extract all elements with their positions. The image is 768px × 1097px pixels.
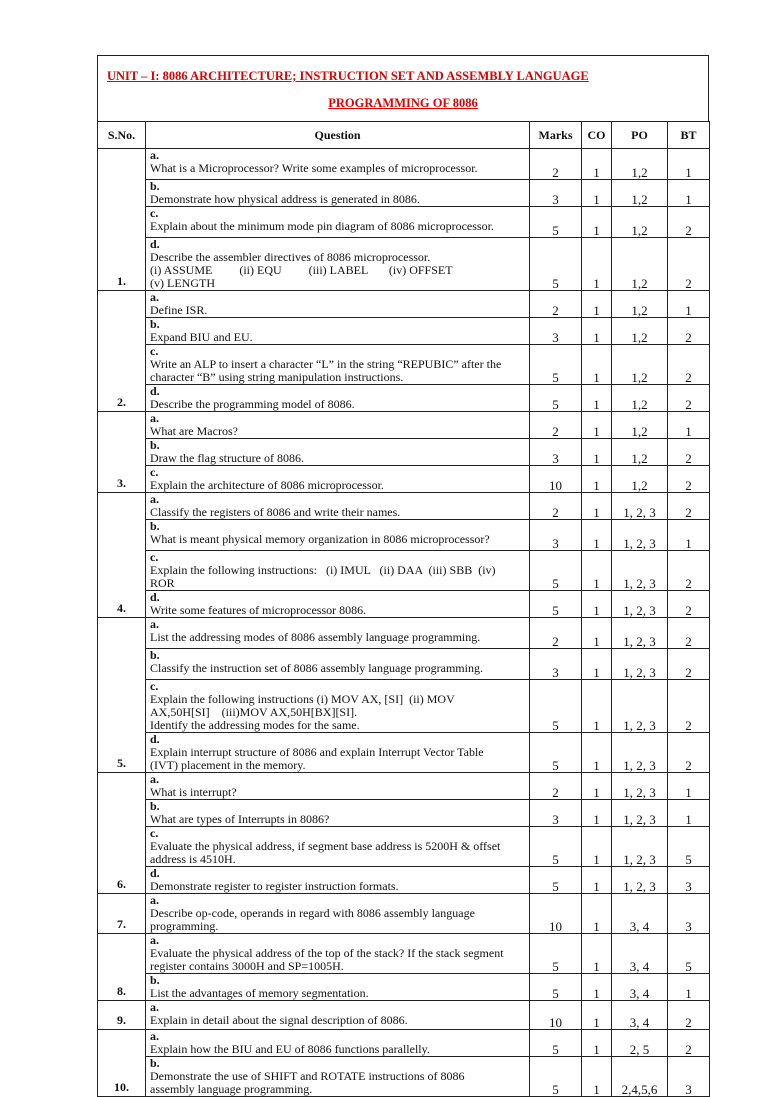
po-value: 1,2 — [612, 318, 668, 345]
table-row — [98, 649, 710, 680]
question-number: 1. — [98, 149, 146, 291]
question-cell — [146, 827, 530, 867]
po-value: 1,2 — [612, 345, 668, 385]
sub-question-label: b. — [150, 179, 160, 193]
col-header-marks: Marks — [530, 122, 582, 149]
bt-value: 2 — [668, 238, 710, 291]
co-value: 1 — [582, 733, 612, 773]
question-cell — [146, 412, 530, 439]
col-header-sno: S.No. — [98, 122, 146, 149]
sub-question-label: a. — [150, 290, 159, 304]
table-row — [98, 591, 710, 618]
marks-value: 5 — [530, 591, 582, 618]
co-value: 1 — [582, 291, 612, 318]
table-row — [98, 733, 710, 773]
col-header-question: Question — [146, 122, 530, 149]
bt-value: 2 — [668, 439, 710, 466]
question-number: 9. — [98, 1001, 146, 1030]
co-value: 1 — [582, 238, 612, 291]
table-row — [98, 618, 710, 649]
table-row — [98, 180, 710, 207]
co-value: 1 — [582, 439, 612, 466]
table-header-row — [98, 122, 710, 149]
po-value: 1, 2, 3 — [612, 680, 668, 733]
question-table — [97, 121, 710, 1097]
bt-value: 1 — [668, 800, 710, 827]
co-value: 1 — [582, 493, 612, 520]
question-cell — [146, 894, 530, 934]
co-value: 1 — [582, 180, 612, 207]
co-value: 1 — [582, 800, 612, 827]
sub-question-label: d. — [150, 732, 160, 746]
question-text: What are types of Interrupts in 8086? — [150, 812, 330, 826]
question-text: Write an ALP to insert a character “L” in the string “REPUBIC” after the character “B” using string manipulation instructions. — [150, 357, 505, 384]
question-text: Draw the flag structure of 8086. — [150, 451, 304, 465]
question-text: Classify the registers of 8086 and write their names. — [150, 505, 401, 519]
co-value: 1 — [582, 591, 612, 618]
table-row — [98, 680, 710, 733]
question-cell — [146, 180, 530, 207]
question-number: 5. — [98, 618, 146, 773]
table-row — [98, 1001, 710, 1030]
question-cell — [146, 439, 530, 466]
marks-value: 5 — [530, 680, 582, 733]
table-row — [98, 238, 710, 291]
question-cell — [146, 466, 530, 493]
table-row — [98, 207, 710, 238]
marks-value: 3 — [530, 439, 582, 466]
co-value: 1 — [582, 827, 612, 867]
question-text: Explain the following instructions: (i) IMUL (ii) DAA (iii) SBB (iv) ROR — [150, 563, 499, 590]
co-value: 1 — [582, 1030, 612, 1057]
po-value: 3, 4 — [612, 1001, 668, 1030]
question-text: Describe op-code, operands in regard with 8086 assembly language programming. — [150, 906, 478, 933]
marks-value: 5 — [530, 934, 582, 974]
bt-value: 3 — [668, 1057, 710, 1097]
sub-question-label: a. — [150, 893, 159, 907]
bt-value: 2 — [668, 551, 710, 591]
question-number: 7. — [98, 894, 146, 934]
bt-value: 3 — [668, 894, 710, 934]
question-cell — [146, 733, 530, 773]
co-value: 1 — [582, 974, 612, 1001]
question-number: 6. — [98, 773, 146, 894]
bt-value: 2 — [668, 207, 710, 238]
question-cell — [146, 773, 530, 800]
question-cell — [146, 618, 530, 649]
question-number: 8. — [98, 934, 146, 1001]
question-text: List the addressing modes of 8086 assembly language programming. — [150, 630, 481, 644]
po-value: 3, 4 — [612, 974, 668, 1001]
po-value: 1, 2, 3 — [612, 649, 668, 680]
table-row — [98, 291, 710, 318]
co-value: 1 — [582, 412, 612, 439]
question-cell — [146, 207, 530, 238]
question-cell — [146, 800, 530, 827]
table-row — [98, 551, 710, 591]
co-value: 1 — [582, 618, 612, 649]
table-row — [98, 412, 710, 439]
question-text: Define ISR. — [150, 303, 208, 317]
marks-value: 2 — [530, 412, 582, 439]
marks-value: 5 — [530, 345, 582, 385]
po-value: 2,4,5,6 — [612, 1057, 668, 1097]
bt-value: 5 — [668, 827, 710, 867]
table-row — [98, 439, 710, 466]
question-number: 2. — [98, 291, 146, 412]
po-value: 1,2 — [612, 412, 668, 439]
marks-value: 2 — [530, 773, 582, 800]
co-value: 1 — [582, 520, 612, 551]
bt-value: 3 — [668, 867, 710, 894]
po-value: 1,2 — [612, 180, 668, 207]
question-number: 10. — [98, 1030, 146, 1097]
question-cell — [146, 149, 530, 180]
question-cell — [146, 934, 530, 974]
question-cell — [146, 551, 530, 591]
question-cell — [146, 1030, 530, 1057]
bt-value: 2 — [668, 385, 710, 412]
question-text: Explain interrupt structure of 8086 and explain Interrupt Vector Table (IVT) placement in the memory. — [150, 745, 487, 772]
sub-question-label: b. — [150, 648, 160, 662]
po-value: 1, 2, 3 — [612, 733, 668, 773]
marks-value: 3 — [530, 649, 582, 680]
co-value: 1 — [582, 149, 612, 180]
bt-value: 2 — [668, 345, 710, 385]
question-text: Explain the following instructions (i) MOV AX, [SI] (ii) MOV AX,50H[SI] (iii)MOV AX,50H[BX][SI]. Identify the addressing modes for the same. — [150, 692, 455, 732]
question-cell — [146, 345, 530, 385]
bt-value: 1 — [668, 520, 710, 551]
co-value: 1 — [582, 1057, 612, 1097]
bt-value: 1 — [668, 291, 710, 318]
question-cell — [146, 867, 530, 894]
table-row — [98, 974, 710, 1001]
sub-question-label: a. — [150, 617, 159, 631]
marks-value: 2 — [530, 618, 582, 649]
marks-value: 5 — [530, 385, 582, 412]
sub-question-label: d. — [150, 237, 160, 251]
question-text: List the advantages of memory segmentation. — [150, 986, 369, 1000]
question-bank-document — [97, 55, 709, 1097]
sub-question-label: b. — [150, 438, 160, 452]
bt-value: 2 — [668, 493, 710, 520]
question-text: Evaluate the physical address of the top of the stack? If the stack segment register contains 3000H and SP=1005H. — [150, 946, 507, 973]
marks-value: 5 — [530, 1030, 582, 1057]
table-row — [98, 827, 710, 867]
po-value: 1, 2, 3 — [612, 800, 668, 827]
po-value: 2, 5 — [612, 1030, 668, 1057]
question-number: 3. — [98, 412, 146, 493]
sub-question-label: a. — [150, 411, 159, 425]
co-value: 1 — [582, 867, 612, 894]
marks-value: 10 — [530, 466, 582, 493]
question-text: Describe the programming model of 8086. — [150, 397, 355, 411]
sub-question-label: a. — [150, 1000, 159, 1014]
po-value: 1,2 — [612, 238, 668, 291]
bt-value: 2 — [668, 318, 710, 345]
po-value: 1,2 — [612, 466, 668, 493]
sub-question-label: b. — [150, 519, 160, 533]
bt-value: 1 — [668, 773, 710, 800]
table-row — [98, 800, 710, 827]
table-row — [98, 345, 710, 385]
co-value: 1 — [582, 207, 612, 238]
question-cell — [146, 291, 530, 318]
co-value: 1 — [582, 345, 612, 385]
bt-value: 5 — [668, 934, 710, 974]
marks-value: 2 — [530, 149, 582, 180]
bt-value: 2 — [668, 591, 710, 618]
question-text: Classify the instruction set of 8086 assembly language programming. — [150, 661, 483, 675]
bt-value: 1 — [668, 412, 710, 439]
table-row — [98, 1030, 710, 1057]
po-value: 1, 2, 3 — [612, 591, 668, 618]
bt-value: 2 — [668, 618, 710, 649]
po-value: 3, 4 — [612, 934, 668, 974]
question-text: Demonstrate how physical address is generated in 8086. — [150, 192, 420, 206]
sub-question-label: a. — [150, 492, 159, 506]
co-value: 1 — [582, 649, 612, 680]
bt-value: 1 — [668, 974, 710, 1001]
question-text: Explain about the minimum mode pin diagram of 8086 microprocessor. — [150, 219, 494, 233]
col-header-bt: BT — [668, 122, 710, 149]
sub-question-label: b. — [150, 317, 160, 331]
co-value: 1 — [582, 680, 612, 733]
co-value: 1 — [582, 1001, 612, 1030]
marks-value: 3 — [530, 180, 582, 207]
question-text: What is meant physical memory organization in 8086 microprocessor? — [150, 532, 490, 546]
marks-value: 5 — [530, 207, 582, 238]
sub-question-label: b. — [150, 799, 160, 813]
bt-value: 2 — [668, 1030, 710, 1057]
col-header-po: PO — [612, 122, 668, 149]
question-text: What is interrupt? — [150, 785, 237, 799]
co-value: 1 — [582, 318, 612, 345]
po-value: 1, 2, 3 — [612, 493, 668, 520]
table-row — [98, 894, 710, 934]
co-value: 1 — [582, 934, 612, 974]
bt-value: 1 — [668, 149, 710, 180]
sub-question-label: d. — [150, 384, 160, 398]
marks-value: 3 — [530, 318, 582, 345]
po-value: 1,2 — [612, 291, 668, 318]
sub-question-label: c. — [150, 344, 159, 358]
sub-question-label: b. — [150, 973, 160, 987]
unit-header — [97, 55, 709, 121]
question-cell — [146, 238, 530, 291]
question-cell — [146, 649, 530, 680]
table-row — [98, 385, 710, 412]
marks-value: 2 — [530, 291, 582, 318]
sub-question-label: a. — [150, 933, 159, 947]
marks-value: 5 — [530, 551, 582, 591]
sub-question-label: a. — [150, 1029, 159, 1043]
po-value: 1, 2, 3 — [612, 551, 668, 591]
unit-title-line-1: UNIT – I: 8086 ARCHITECTURE; INSTRUCTION SET AND ASSEMBLY LANGUAGE — [107, 69, 589, 83]
question-text: Write some features of microprocessor 8086. — [150, 603, 367, 617]
sub-question-label: a. — [150, 772, 159, 786]
sub-question-label: d. — [150, 866, 160, 880]
po-value: 3, 4 — [612, 894, 668, 934]
col-header-co: CO — [582, 122, 612, 149]
table-row — [98, 520, 710, 551]
marks-value: 3 — [530, 800, 582, 827]
marks-value: 5 — [530, 733, 582, 773]
table-row — [98, 934, 710, 974]
question-text: Describe the assembler directives of 8086 microprocessor. (i) ASSUME (ii) EQU (iii) LABEL (iv) OFFSET (v) LENGTH — [150, 250, 453, 290]
co-value: 1 — [582, 466, 612, 493]
sub-question-label: a. — [150, 148, 159, 162]
po-value: 1, 2, 3 — [612, 618, 668, 649]
co-value: 1 — [582, 385, 612, 412]
question-table-body — [98, 149, 710, 1097]
marks-value: 5 — [530, 827, 582, 867]
marks-value: 5 — [530, 974, 582, 1001]
po-value: 1,2 — [612, 385, 668, 412]
question-cell — [146, 493, 530, 520]
question-cell — [146, 1057, 530, 1097]
question-text: Expand BIU and EU. — [150, 330, 253, 344]
table-row — [98, 318, 710, 345]
bt-value: 1 — [668, 180, 710, 207]
question-cell — [146, 974, 530, 1001]
marks-value: 10 — [530, 894, 582, 934]
po-value: 1, 2, 3 — [612, 867, 668, 894]
table-row — [98, 867, 710, 894]
marks-value: 2 — [530, 493, 582, 520]
bt-value: 2 — [668, 1001, 710, 1030]
table-row — [98, 493, 710, 520]
po-value: 1, 2, 3 — [612, 520, 668, 551]
question-cell — [146, 385, 530, 412]
question-text: What are Macros? — [150, 424, 238, 438]
marks-value: 5 — [530, 867, 582, 894]
question-text: Demonstrate the use of SHIFT and ROTATE instructions of 8086 assembly language programming. — [150, 1069, 468, 1096]
table-row — [98, 466, 710, 493]
po-value: 1,2 — [612, 207, 668, 238]
po-value: 1,2 — [612, 149, 668, 180]
question-cell — [146, 520, 530, 551]
sub-question-label: c. — [150, 679, 159, 693]
sub-question-label: d. — [150, 590, 160, 604]
question-cell — [146, 680, 530, 733]
sub-question-label: c. — [150, 206, 159, 220]
co-value: 1 — [582, 773, 612, 800]
sub-question-label: c. — [150, 826, 159, 840]
bt-value: 2 — [668, 680, 710, 733]
question-text: Demonstrate register to register instruction formats. — [150, 879, 399, 893]
bt-value: 2 — [668, 649, 710, 680]
marks-value: 5 — [530, 238, 582, 291]
co-value: 1 — [582, 894, 612, 934]
question-number: 4. — [98, 493, 146, 618]
sub-question-label: b. — [150, 1056, 160, 1070]
question-cell — [146, 591, 530, 618]
question-text: Evaluate the physical address, if segment base address is 5200H & offset address is 4510H. — [150, 839, 504, 866]
question-text: What is a Microprocessor? Write some examples of microprocessor. — [150, 161, 478, 175]
marks-value: 3 — [530, 520, 582, 551]
unit-title-line-2: PROGRAMMING OF 8086 — [328, 96, 478, 110]
bt-value: 2 — [668, 466, 710, 493]
co-value: 1 — [582, 551, 612, 591]
po-value: 1, 2, 3 — [612, 773, 668, 800]
table-row — [98, 1057, 710, 1097]
bt-value: 2 — [668, 733, 710, 773]
question-text: Explain in detail about the signal description of 8086. — [150, 1013, 408, 1027]
marks-value: 5 — [530, 1057, 582, 1097]
table-row — [98, 149, 710, 180]
sub-question-label: c. — [150, 465, 159, 479]
po-value: 1, 2, 3 — [612, 827, 668, 867]
table-row — [98, 773, 710, 800]
po-value: 1,2 — [612, 439, 668, 466]
question-text: Explain how the BIU and EU of 8086 functions parallelly. — [150, 1042, 430, 1056]
sub-question-label: c. — [150, 550, 159, 564]
marks-value: 10 — [530, 1001, 582, 1030]
question-cell — [146, 318, 530, 345]
question-cell — [146, 1001, 530, 1030]
question-text: Explain the architecture of 8086 microprocessor. — [150, 478, 384, 492]
